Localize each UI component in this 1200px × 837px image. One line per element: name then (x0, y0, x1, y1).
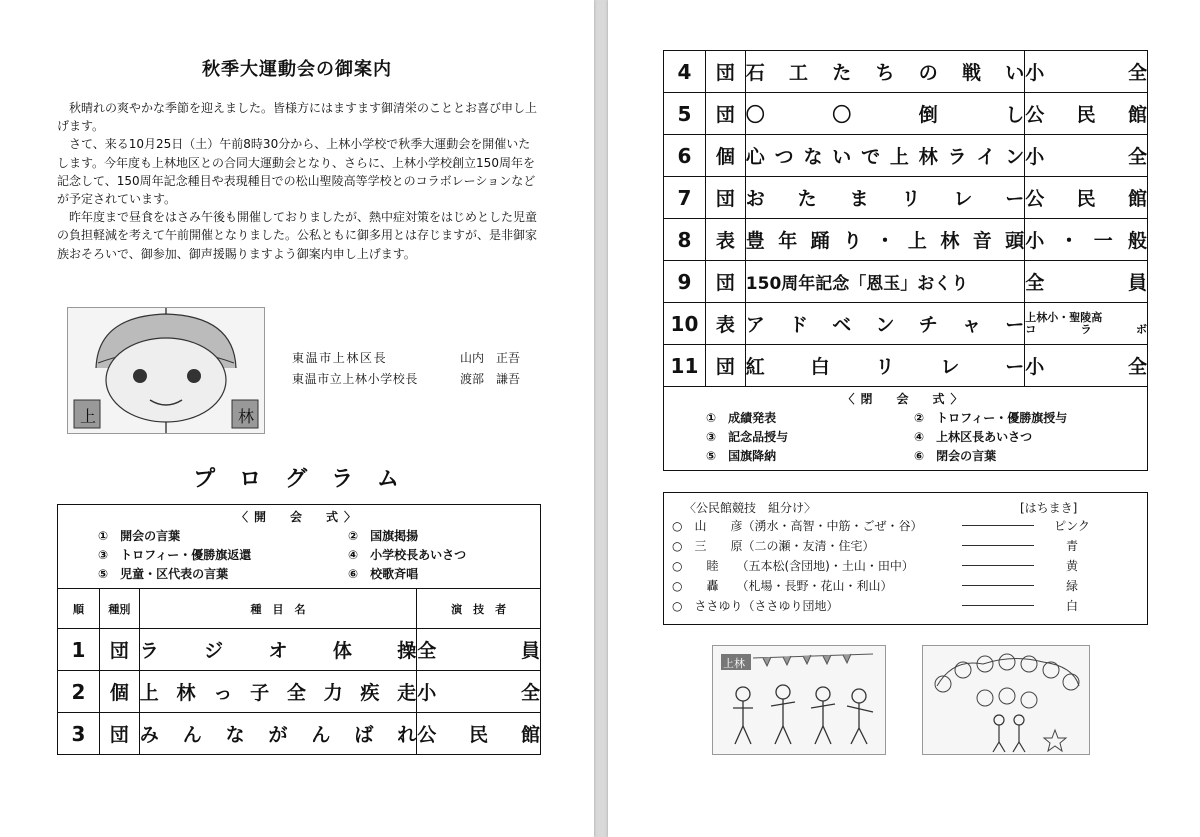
group-header (664, 493, 1147, 515)
table-row (664, 51, 1148, 93)
signer-role: 東温市立上林小学校長 (292, 372, 419, 386)
group-row (664, 555, 1147, 575)
row-event: 〇 〇 倒 し (745, 93, 1024, 135)
row-performer: 小 全 (1025, 345, 1148, 387)
row-performer: 公 民 館 (1025, 93, 1148, 135)
group-name: ○ 山 彦（湧水・高智・中筋・ごぜ・谷） (672, 518, 923, 533)
group-title: 〈公民館競技 組分け〉 (684, 501, 817, 515)
signers (292, 348, 520, 390)
ceremony-item: ② トロフィー・優勝旗授与 (914, 411, 1068, 425)
closing-ceremony-title: 〈閉 会 式〉 (842, 392, 969, 406)
row-event: 石 工 た ち の 戦 い (745, 51, 1024, 93)
row-category: 団 (705, 51, 745, 93)
group-dash: ―――――― (962, 598, 1034, 612)
row-category: 団 (705, 177, 745, 219)
group-row (664, 595, 1147, 615)
table-row (664, 303, 1148, 345)
document-title: 秋季大運動会の御案内 (202, 59, 392, 80)
row-category: 表 (705, 219, 745, 261)
intro-paragraph-1: 秋晴れの爽やかな季節を迎えました。皆様方にはますます御清栄のこととお喜び申し上げます。 (57, 101, 538, 134)
ceremony-item: ⑥ 閉会の言葉 (914, 449, 997, 463)
opening-ceremony-box (57, 504, 541, 589)
signer-row (292, 369, 520, 390)
group-name: ○ ささゆり（ささゆり団地） (672, 598, 839, 613)
row-number: 9 (664, 261, 706, 303)
group-headband-color: 緑 (1065, 578, 1078, 593)
row-performer: 全 員 (417, 629, 541, 671)
row-category: 団 (705, 261, 745, 303)
row-category: 団 (99, 713, 139, 755)
row-event: ア ド ベ ン チ ャ ー (745, 303, 1024, 345)
signer-role: 東温市上林区長 (292, 351, 388, 365)
table-row (664, 219, 1148, 261)
row-number: 7 (664, 177, 706, 219)
signer-name: 渡部 謙吾 (460, 372, 521, 386)
child-drawing-runners (712, 645, 886, 755)
table-header-row (58, 589, 541, 629)
group-dash: ―――――― (962, 518, 1034, 532)
ceremony-item: ⑤ 児童・区代表の言葉 (98, 567, 229, 581)
row-number: 2 (58, 671, 100, 713)
row-event: ラ ジ オ 体 操 (139, 629, 416, 671)
table-row (664, 93, 1148, 135)
row-number: 4 (664, 51, 706, 93)
row-event: 上 林 っ 子 全 力 疾 走 (139, 671, 416, 713)
group-headband-color: 青 (1065, 538, 1078, 553)
group-name: ○ 轟 （札場・長野・花山・利山） (672, 578, 893, 593)
ceremony-item: ④ 上林区長あいさつ (914, 430, 1033, 444)
intro-paragraph-3: 昨年度まで昼食をはさみ午後も開催しておりましたが、熱中症対策をはじめとした児童の負担軽減を考えて午前開催となりました。公私ともに御多用とは存じますが、是非御家族おそろいで、御参加、御声援賜りますよう御案内申し上げます。 (57, 210, 538, 261)
group-headband-color: 白 (1065, 598, 1078, 613)
table-row (664, 345, 1148, 387)
header-order: 順 (58, 589, 100, 629)
page-left (0, 0, 594, 837)
svg-text:林: 林 (238, 407, 255, 426)
row-performer: 上林小・聖陵高 コ ラ ボ (1025, 303, 1148, 345)
table-row (58, 713, 541, 755)
header-event: 種 目 名 (139, 589, 416, 629)
table-row (58, 629, 541, 671)
row-category: 表 (705, 303, 745, 345)
group-dash: ―――――― (962, 538, 1034, 552)
row-event: お た ま リ レ ー (745, 177, 1024, 219)
program-title: プログラム (193, 467, 423, 492)
row-performer: 公 民 館 (1025, 177, 1148, 219)
header-performer: 演 技 者 (417, 589, 541, 629)
row-event: 豊 年 踊 り ・ 上 林 音 頭 (745, 219, 1024, 261)
row-performer: 公 民 館 (417, 713, 541, 755)
signer-row (292, 348, 520, 369)
headband-header: [はちまき] (1020, 501, 1078, 515)
group-name: ○ 睦 （五本松(含団地)・土山・田中） (672, 558, 914, 573)
table-row (664, 135, 1148, 177)
ceremony-item: ⑤ 国旗降納 (706, 449, 777, 463)
row-category: 団 (99, 629, 139, 671)
signer-name: 山内 正吾 (460, 351, 521, 365)
group-row (664, 535, 1147, 555)
table-row (664, 177, 1148, 219)
group-row (664, 515, 1147, 535)
ceremony-item: ⑥ 校歌斉唱 (348, 567, 419, 581)
svg-text:上林: 上林 (723, 657, 745, 670)
closing-ceremony-list (664, 409, 1147, 464)
row-event: 150周年記念「恩玉」おくり (745, 261, 1024, 303)
opening-ceremony-list (58, 527, 540, 582)
opening-ceremony-title: 〈開 会 式〉 (235, 510, 362, 524)
table-row (58, 671, 541, 713)
row-number: 1 (58, 629, 100, 671)
group-headband-color: ピンク (1054, 518, 1090, 533)
row-performer: 小 全 (1025, 51, 1148, 93)
row-number: 8 (664, 219, 706, 261)
row-category: 個 (705, 135, 745, 177)
group-name: ○ 三 原（二の瀬・友清・住宅） (672, 538, 875, 553)
child-drawing-message (922, 645, 1090, 755)
program-table-left (57, 588, 541, 755)
row-number: 3 (58, 713, 100, 755)
row-performer: 全 員 (1025, 261, 1148, 303)
group-dash: ―――――― (962, 558, 1034, 572)
child-drawing-face (67, 307, 265, 434)
row-category: 個 (99, 671, 139, 713)
intro-paragraph-2: さて、来る10月25日（土）午前8時30分から、上林小学校で秋季大運動会を開催いたします。今年度も上林地区との合同大運動会となり、さらに、上林小学校創立150周年を記念して、150周年記念種目や表現種目での松山聖陵高等学校とのコラボレーションなどが予定されています。 (57, 137, 536, 207)
row-performer: 小 ・ 一 般 (1025, 219, 1148, 261)
row-event: み ん な が ん ば れ (139, 713, 416, 755)
row-number: 11 (664, 345, 706, 387)
svg-text:上: 上 (80, 407, 97, 426)
table-row (664, 261, 1148, 303)
row-performer: 小 全 (1025, 135, 1148, 177)
group-headband-color: 黄 (1065, 558, 1078, 573)
row-number: 10 (664, 303, 706, 345)
row-performer: 小 全 (417, 671, 541, 713)
row-number: 6 (664, 135, 706, 177)
ceremony-item: ④ 小学校長あいさつ (348, 548, 467, 562)
group-assignment-box (663, 492, 1148, 625)
closing-ceremony-box (663, 387, 1148, 471)
row-event: 紅 白 リ レ ー (745, 345, 1024, 387)
group-dash: ―――――― (962, 578, 1034, 592)
intro-text (57, 99, 541, 263)
ceremony-item: ③ トロフィー・優勝旗返還 (98, 548, 252, 562)
ceremony-item: ① 開会の言葉 (98, 529, 181, 543)
ceremony-item: ② 国旗掲揚 (348, 529, 419, 543)
program-table-right (663, 50, 1148, 387)
ceremony-item: ① 成績発表 (706, 411, 777, 425)
header-category: 種別 (99, 589, 139, 629)
row-category: 団 (705, 93, 745, 135)
row-category: 団 (705, 345, 745, 387)
group-row (664, 575, 1147, 595)
row-event: 心 つ な い で 上 林 ラ イ ン (745, 135, 1024, 177)
ceremony-item: ③ 記念品授与 (706, 430, 789, 444)
row-number: 5 (664, 93, 706, 135)
